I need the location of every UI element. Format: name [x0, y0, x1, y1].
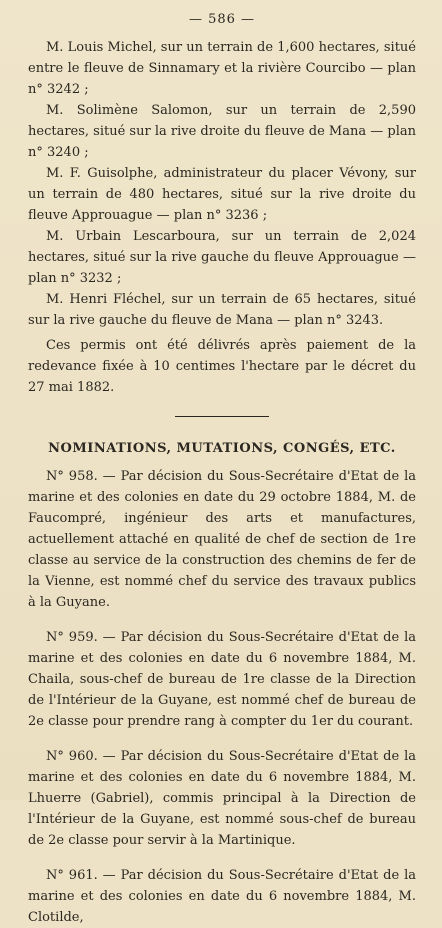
page-number: — 586 —: [188, 12, 256, 27]
permit-paragraph: M. Louis Michel, sur un terrain de 1,600 hectares, situé entre le fleuve de Sinnamary et la rivière Courcibo — plan n° 3242 ;: [28, 40, 416, 97]
permit-paragraph: M. Solimène Salomon, sur un terrain de 2,590 hectares, situé sur la rive droite du fleuve de Mana — plan n° 3240 ;: [28, 103, 416, 160]
decision-paragraph: N° 960. — Par décision du Sous-Secrétaire d'Etat de la marine et des colonies en date du 6 novembre 1884, M. Lhuerre (Gabriel), commis principal à la Direction de l'Intérieur de la Guyane, est nommé sous-chef de bureau de 2e classe pour servir à la Martinique.: [28, 749, 416, 848]
section-heading: NOMINATIONS, MUTATIONS, CONGÉS, ETC.: [48, 441, 396, 456]
permit-paragraph: M. Urbain Lescarboura, sur un terrain de 2,024 hectares, situé sur la rive gauche du fleuve Approuague — plan n° 3232 ;: [28, 229, 416, 286]
decision-paragraph: N° 961. — Par décision du Sous-Secrétaire d'Etat de la marine et des colonies en date du 6 novembre 1884, M. Clotilde,: [28, 868, 416, 925]
decision-paragraph: N° 958. — Par décision du Sous-Secrétaire d'Etat de la marine et des colonies en date du 29 octobre 1884, M. de Faucompré, ingénieur des arts et manufactures, actuellement attaché en qualité de chef de section de 1re classe au service de la construction des chemins de fer de la Vienne, est nommé chef du service des travaux publics à la Guyane.: [28, 469, 416, 610]
permit-paragraph: M. Henri Fléchel, sur un terrain de 65 hectares, situé sur la rive gauche du fleuve de Mana — plan n° 3243.: [28, 292, 416, 328]
section-divider: [175, 416, 269, 417]
permit-paragraph: M. F. Guisolphe, administrateur du placer Vévony, sur un terrain de 480 hectares, situé sur la rive droite du fleuve Approuague — plan n° 3236 ;: [28, 166, 416, 223]
closing-paragraph: Ces permis ont été délivrés après paiement de la redevance fixée à 10 centimes l'hectare par le décret du 27 mai 1882.: [28, 338, 416, 395]
decision-paragraph: N° 959. — Par décision du Sous-Secrétaire d'Etat de la marine et des colonies en date du 6 novembre 1884, M. Chaila, sous-chef de bureau de 1re classe de la Direction de l'Intérieur de la Guyane, est nommé chef de bureau de 2e classe pour prendre rang à compter du 1er du courant.: [28, 630, 416, 729]
